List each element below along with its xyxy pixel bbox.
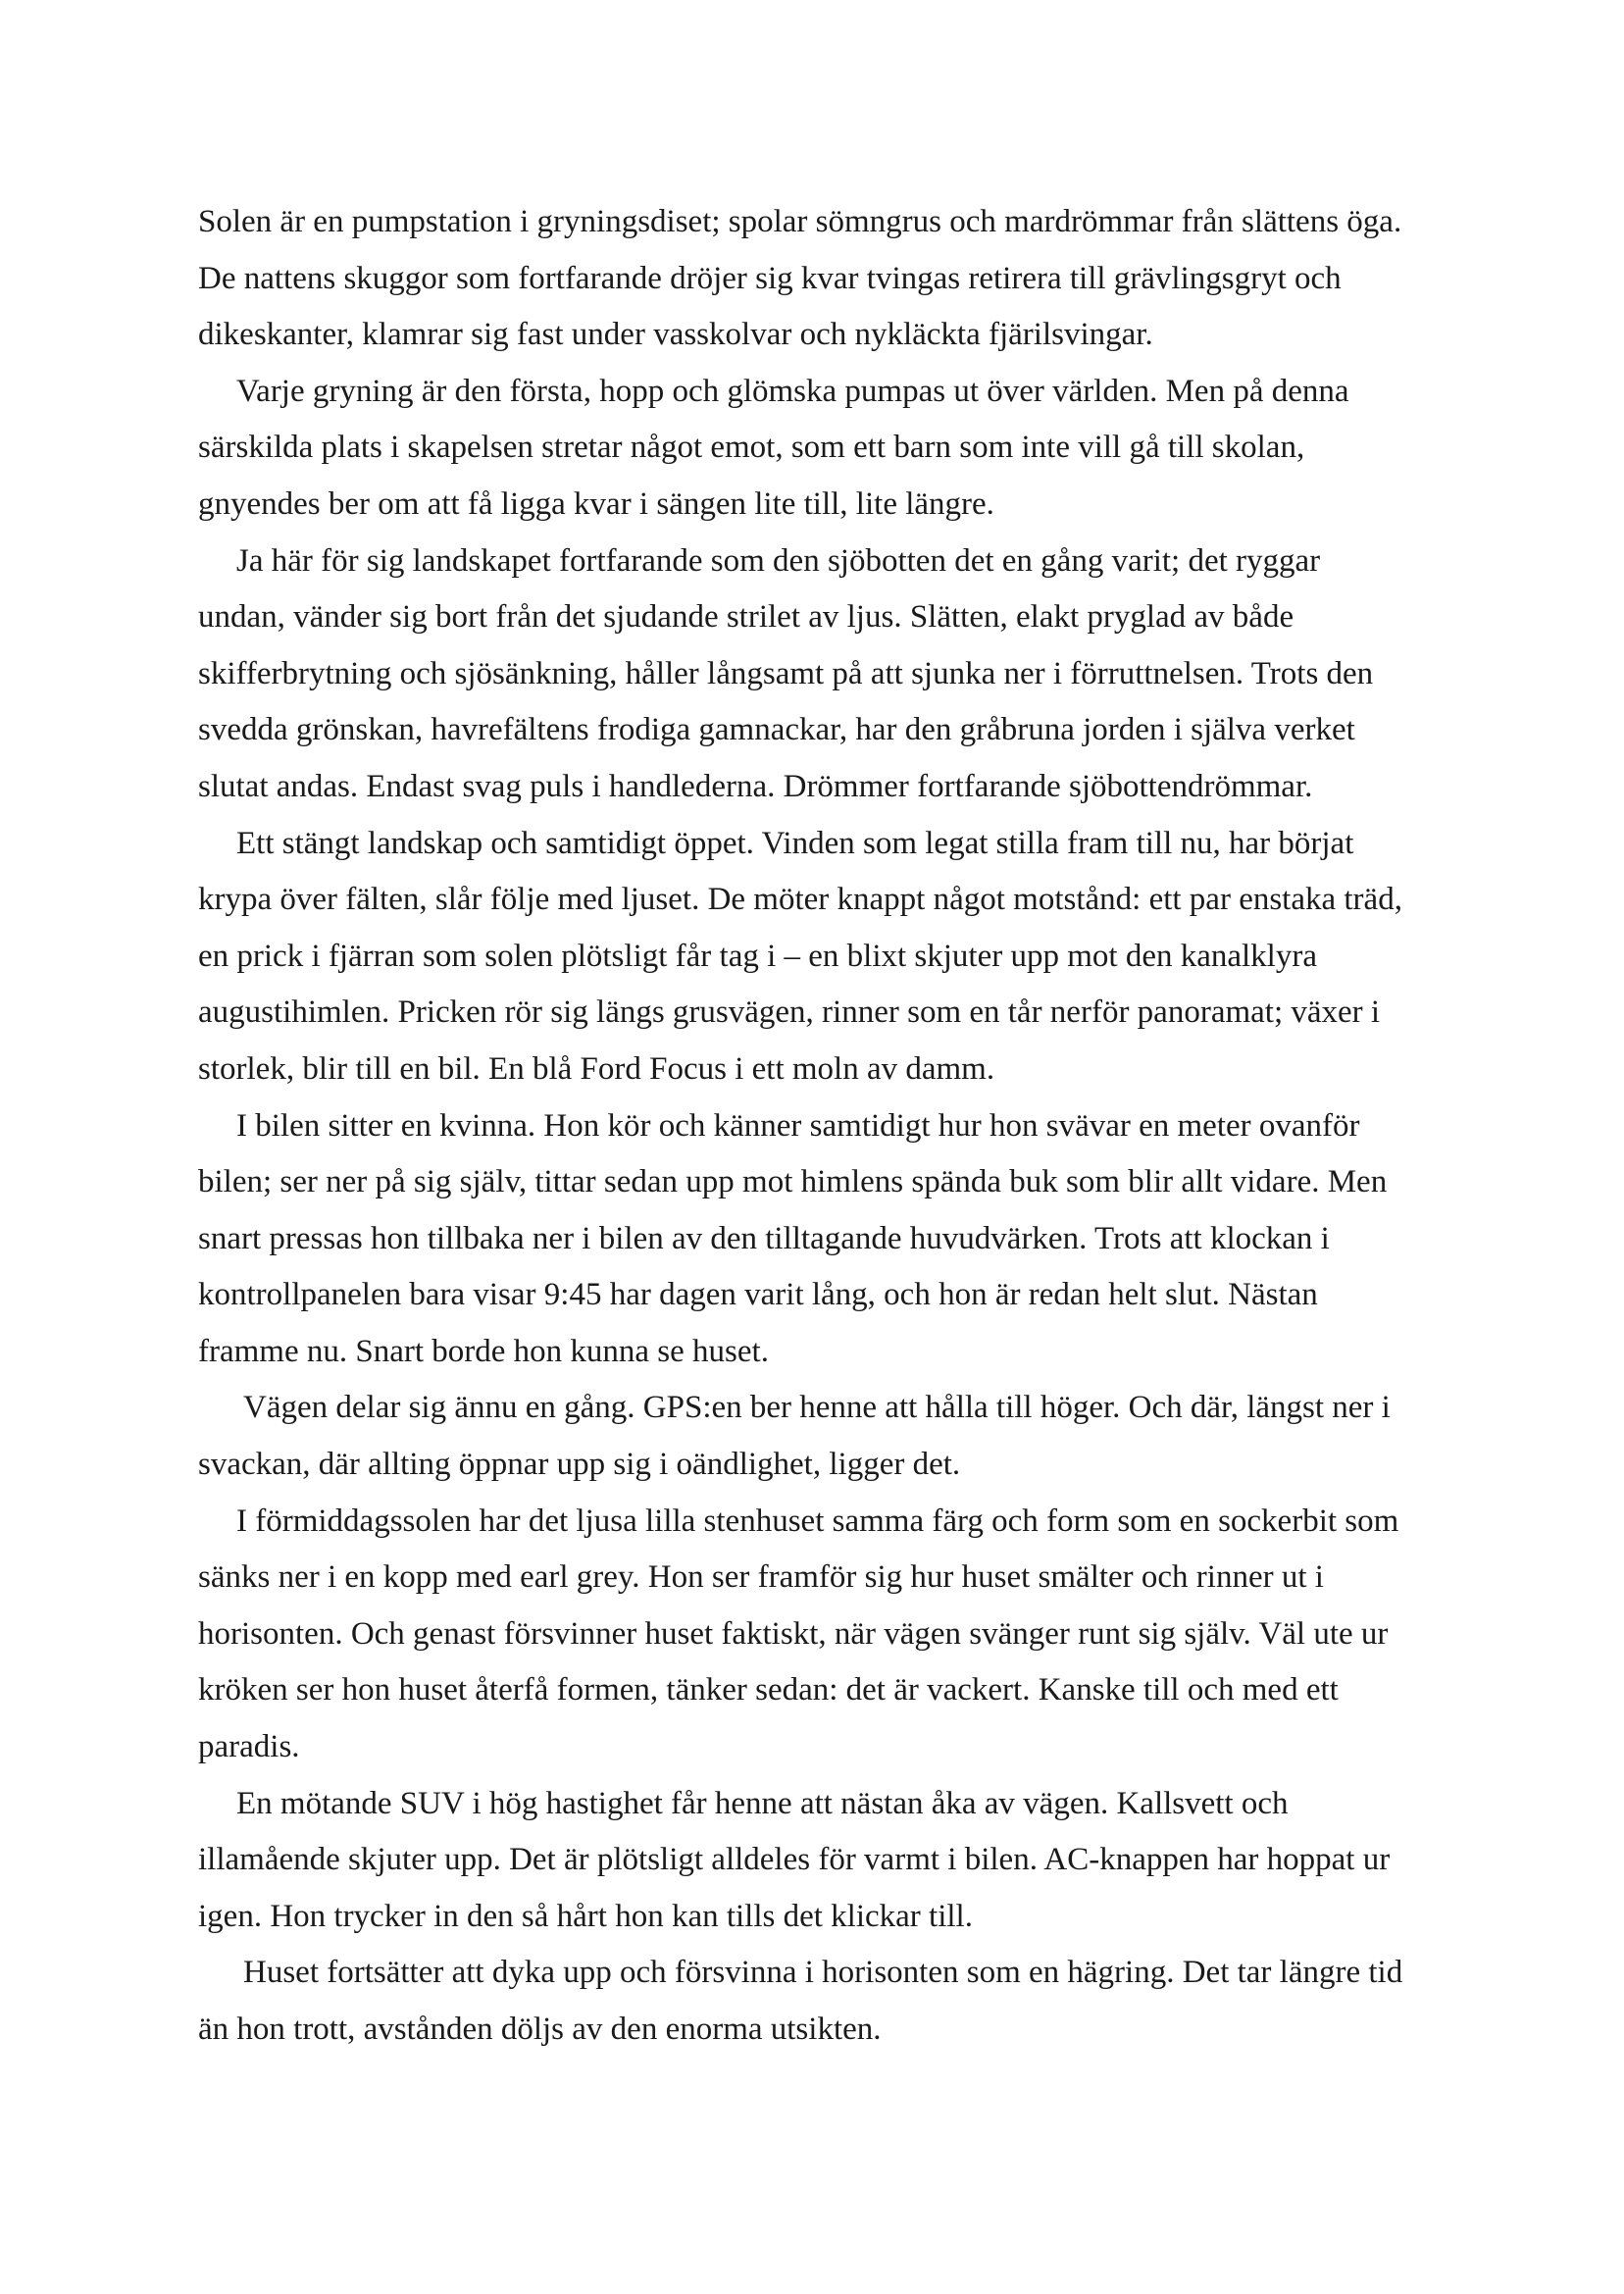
paragraph — [198, 1945, 1444, 2058]
text-line: gnyendes ber om att få ligga kvar i sängen lite till, lite längre. — [198, 485, 994, 522]
text-line: Varje gryning är den första, hopp och glömska pumpas ut över världen. Men på denna — [236, 373, 1349, 409]
paragraph — [198, 364, 1444, 534]
text-line: igen. Hon trycker in den så hårt hon kan tills det klickar till. — [198, 1898, 973, 1934]
text-line: en prick i fjärran som solen plötsligt får tag i – en blixt skjuter upp mot den kanalklyra — [198, 938, 1317, 974]
text-line: än hon trott, avstånden döljs av den enorma utsikten. — [198, 2012, 882, 2047]
text-line: kröken ser hon huset återfå formen, tänker sedan: det är vackert. Kanske till och med ett — [198, 1672, 1339, 1708]
text-line: undan, vänder sig bort från det sjudande strilet av ljus. Slätten, elakt pryglad av både — [198, 599, 1294, 636]
text-line: kontrollpanelen bara visar 9:45 har dagen varit lång, och hon är redan helt slut. Nästan — [198, 1277, 1318, 1313]
text-line: svedda grönskan, havrefältens frodiga gamnackar, har den gråbruna jorden i själva verket — [198, 712, 1355, 748]
text-line: illamående skjuter upp. Det är plötsligt alldeles för varmt i bilen. AC-knappen har hoppat ur — [198, 1842, 1391, 1878]
text-line: dikeskanter, klamrar sig fast under vasskolvar och nykläckta fjärilsvingar. — [198, 317, 1153, 353]
text-line: I bilen sitter en kvinna. Hon kör och känner samtidigt hur hon svävar en meter ovanför — [236, 1107, 1360, 1144]
paragraph — [198, 1776, 1444, 1946]
text-line: paradis. — [198, 1729, 300, 1765]
text-line: Ett stängt landskap och samtidigt öppet. Vinden som legat stilla fram till nu, har börjat — [236, 825, 1354, 861]
text-line: De nattens skuggor som fortfarande dröjer sig kvar tvingas retirera till grävlingsgryt och — [198, 260, 1342, 296]
paragraph — [198, 816, 1444, 1098]
text-line: bilen; ser ner på sig själv, tittar sedan upp mot himlens spända buk som blir allt vidare. Men — [198, 1164, 1388, 1200]
text-line: En mötande SUV i hög hastighet får henne att nästan åka av vägen. Kallsvett och — [236, 1785, 1289, 1821]
paragraph — [198, 194, 1444, 364]
paragraph — [198, 1098, 1444, 1381]
text-line: särskilda plats i skapelsen stretar något emot, som ett barn som inte vill gå till skolan, — [198, 430, 1305, 466]
text-line: svackan, där allting öppnar upp sig i oändlighet, ligger det. — [198, 1447, 961, 1483]
text-line: framme nu. Snart borde hon kunna se huset. — [198, 1333, 769, 1369]
text-line: horisonten. Och genast försvinner huset faktiskt, när vägen svänger runt sig själv. Väl ute ur — [198, 1615, 1389, 1652]
text-line: snart pressas hon tillbaka ner i bilen av den tilltagande huvudvärken. Trots att klockan i — [198, 1220, 1330, 1256]
text-line: Solen är en pumpstation i gryningsdiset; spolar sömngrus och mardrömmar från slättens öga. — [198, 204, 1402, 239]
text-line: Huset fortsätter att dyka upp och försvinna i horisonten som en hägring. Det tar längre tid — [243, 1955, 1403, 1991]
paragraph — [198, 534, 1444, 816]
text-line: augustihimlen. Pricken rör sig längs grusvägen, rinner som en tår nerför panoramat; växer i — [198, 994, 1381, 1031]
text-line: Vägen delar sig ännu en gång. GPS:en ber henne att hålla till höger. Och där, längst ner i — [243, 1390, 1391, 1426]
paragraph — [198, 1380, 1444, 1493]
text-line: sänks ner i en kopp med earl grey. Hon ser framför sig hur huset smälter och rinner ut i — [198, 1559, 1324, 1596]
body-text — [198, 194, 1444, 2059]
text-line: krypa över fälten, slår följe med ljuset. De möter knappt något motstånd: ett par enstaka träd, — [198, 882, 1402, 918]
text-line: storlek, blir till en bil. En blå Ford Focus i ett moln av damm. — [198, 1050, 995, 1087]
text-line: skifferbrytning och sjösänkning, håller långsamt på att sjunka ner i förruttnelsen. Trots den — [198, 655, 1374, 691]
text-line: Ja här för sig landskapet fortfarande som den sjöbotten det en gång varit; det ryggar — [236, 542, 1321, 579]
text-line: slutat andas. Endast svag puls i handlederna. Drömmer fortfarande sjöbottendrömmar. — [198, 768, 1313, 804]
paragraph — [198, 1494, 1444, 1776]
text-line: I förmiddagssolen har det ljusa lilla stenhuset samma färg och form som en sockerbit som — [236, 1503, 1399, 1539]
